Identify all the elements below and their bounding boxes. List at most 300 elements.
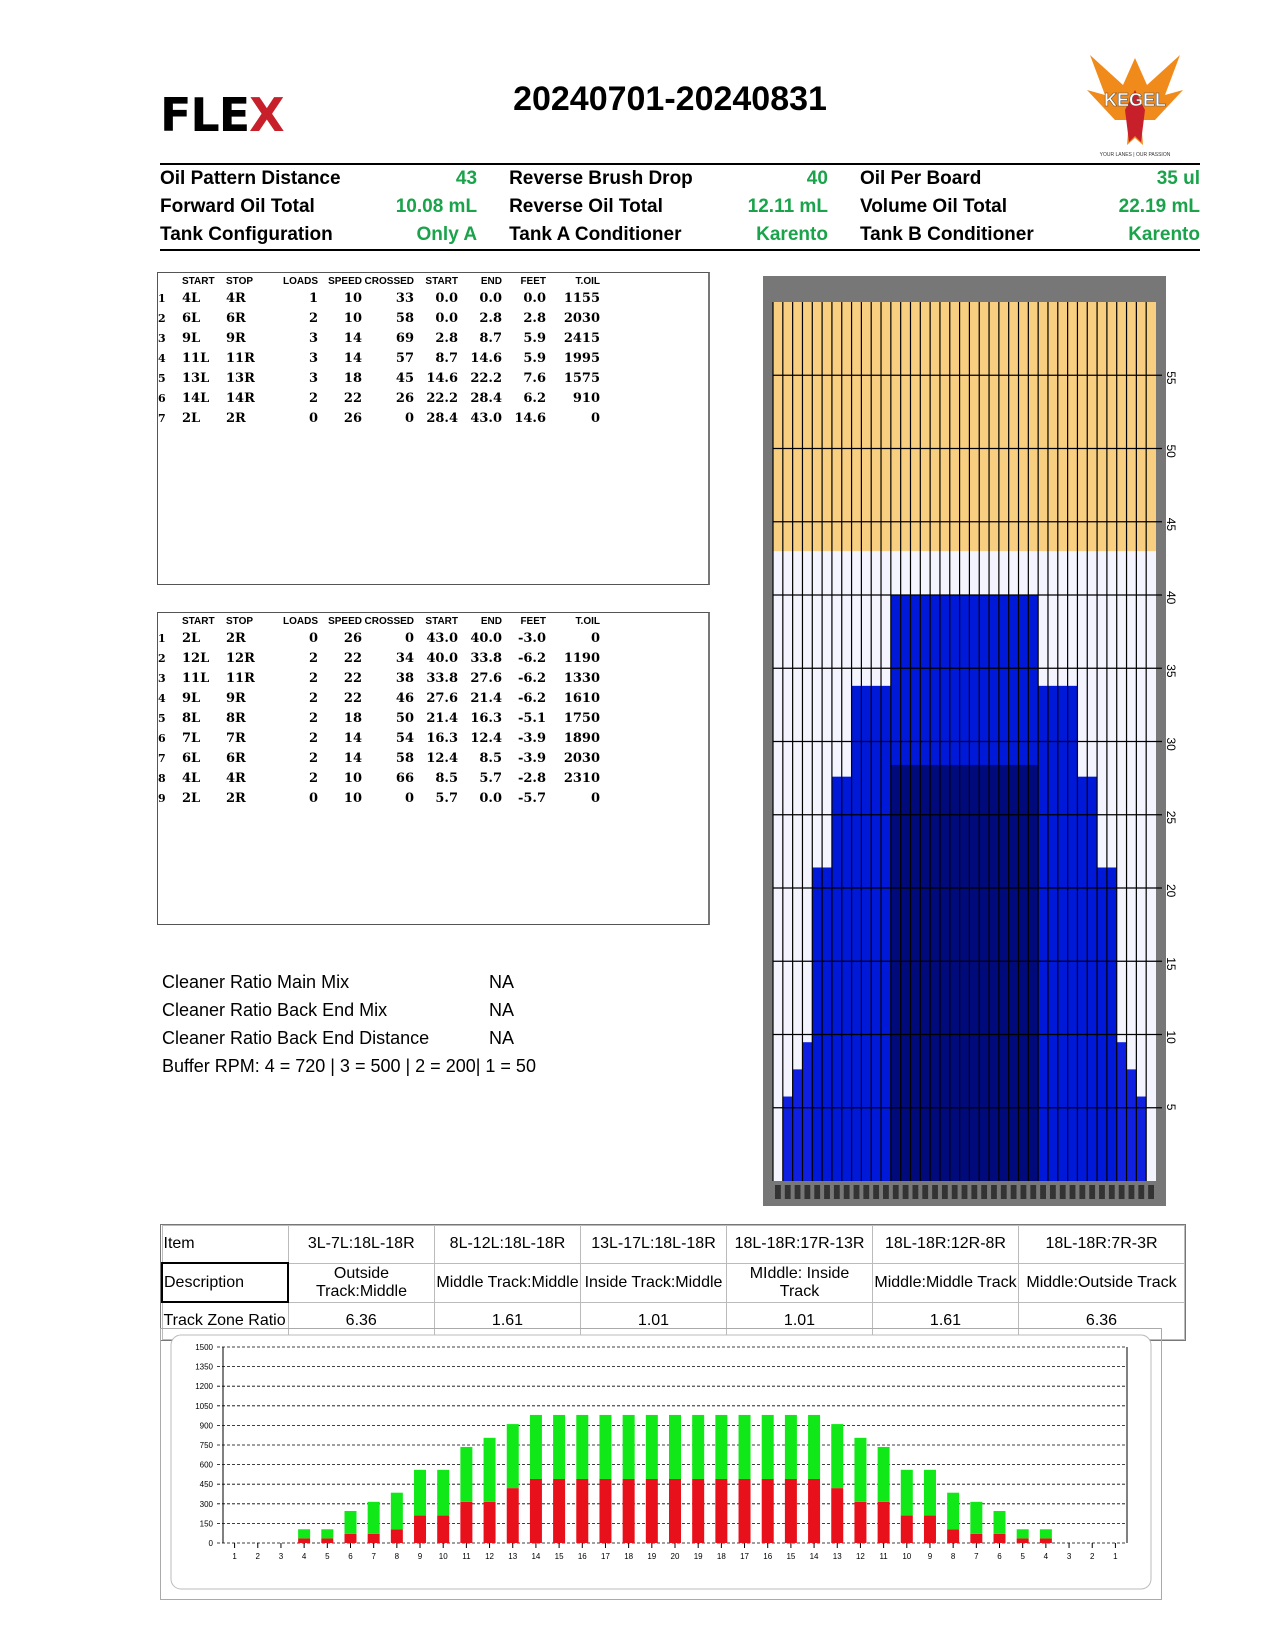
move-cell: 2 <box>308 730 318 746</box>
move-cell: 14 <box>343 730 362 746</box>
x-tick-label: 1 <box>1113 1552 1118 1561</box>
move-row <box>158 368 600 388</box>
move-cell: 46 <box>395 690 414 706</box>
move-row <box>158 728 600 748</box>
move-cell: 2 <box>308 710 318 726</box>
move-cell: -6.2 <box>517 690 546 706</box>
board-marker <box>1040 1185 1046 1199</box>
bar-segment <box>669 1479 681 1543</box>
move-cell: 2L <box>182 410 201 426</box>
bar-segment <box>831 1488 843 1543</box>
move-cell: -6.2 <box>517 650 546 666</box>
board-oil-heavy <box>940 765 950 1181</box>
y-tick-label: 1500 <box>195 1343 213 1352</box>
x-tick-label: 18 <box>624 1552 634 1561</box>
y-tick-label: 450 <box>199 1480 213 1490</box>
board-oil-heavy <box>920 765 930 1181</box>
move-cell: 40.0 <box>470 630 502 646</box>
bar-segment <box>484 1438 496 1502</box>
bar-segment <box>576 1415 588 1479</box>
board-oil-heavy <box>930 765 940 1181</box>
x-tick-label: 16 <box>577 1552 587 1561</box>
feet-tick-label: 15 <box>1164 957 1178 971</box>
svg-text:KEGEL: KEGEL <box>1103 90 1167 110</box>
column-header: END <box>480 616 502 627</box>
zone-cell: 3L-7L:18L-18R <box>288 1226 435 1264</box>
y-tick-label: 600 <box>199 1460 213 1470</box>
move-cell: 3 <box>308 330 318 346</box>
move-cell: 8 <box>158 771 166 785</box>
move-cell: 45 <box>395 370 414 386</box>
move-cell: 11R <box>226 670 255 686</box>
x-tick-label: 11 <box>879 1552 888 1561</box>
x-tick-label: 2 <box>255 1552 260 1561</box>
bar-segment <box>808 1415 820 1479</box>
kegel-logo <box>1085 50 1185 160</box>
move-row <box>158 628 600 648</box>
move-cell: -5.7 <box>517 790 546 806</box>
summary-row <box>160 221 1200 249</box>
zone-cell: 6.36 <box>1019 1302 1185 1340</box>
board-oil-core <box>871 686 881 1181</box>
board-marker <box>962 1185 968 1199</box>
note-row <box>162 1024 562 1052</box>
move-cell: 0 <box>404 410 414 426</box>
bar-segment <box>785 1479 797 1543</box>
bar-segment <box>414 1470 426 1516</box>
bar-segment <box>715 1479 727 1543</box>
board-marker <box>1119 1185 1125 1199</box>
board-marker <box>775 1185 781 1199</box>
bar-segment <box>947 1529 959 1543</box>
x-tick-label: 7 <box>371 1552 376 1561</box>
move-cell: 2.8 <box>435 330 458 346</box>
board-marker <box>824 1185 830 1199</box>
bar-segment <box>321 1529 333 1538</box>
bar-segment <box>368 1534 380 1543</box>
summary-label: Volume Oil Total <box>859 196 1008 217</box>
bar-segment <box>553 1479 565 1543</box>
move-cell: 4L <box>182 290 201 306</box>
move-cell: 5.9 <box>523 350 546 366</box>
bar-segment <box>715 1415 727 1479</box>
board-marker <box>854 1185 860 1199</box>
move-cell: 4 <box>158 691 166 705</box>
board-oil-heavy <box>960 765 970 1181</box>
move-cell: -3.9 <box>517 730 546 746</box>
board-marker <box>814 1185 820 1199</box>
bar-segment <box>1017 1538 1029 1543</box>
board-oil-bar-chart <box>160 1328 1162 1600</box>
move-cell: 0.0 <box>523 290 546 306</box>
summary-label: Forward Oil Total <box>160 196 315 217</box>
move-cell: 40.0 <box>426 650 458 666</box>
move-cell: 14.6 <box>514 410 546 426</box>
bar-segment <box>599 1479 611 1543</box>
x-tick-label: 8 <box>394 1552 400 1561</box>
board-oil-core <box>812 867 822 1181</box>
summary-value: 12.11 mL <box>747 196 828 217</box>
bar-segment <box>739 1479 751 1543</box>
zone-cell: Track Zone Ratio <box>162 1302 288 1340</box>
move-cell: 66 <box>395 770 414 786</box>
move-cell: 7R <box>226 730 246 746</box>
summary-value: Karento <box>756 224 828 245</box>
move-cell: 33.8 <box>470 650 502 666</box>
move-cell: -3.9 <box>517 750 546 766</box>
summary-value: 35 ul <box>1156 168 1200 189</box>
move-cell: 3 <box>158 671 166 685</box>
board-marker <box>1011 1185 1017 1199</box>
move-row <box>158 288 600 308</box>
board-oil-core <box>1087 777 1097 1181</box>
move-cell: 2 <box>308 750 318 766</box>
note-value: NA <box>489 1000 515 1020</box>
move-cell: 2 <box>308 690 318 706</box>
move-cell: 2 <box>308 670 318 686</box>
move-cell: 54 <box>395 730 414 746</box>
move-cell: 2 <box>158 651 166 665</box>
summary-row <box>160 165 1200 193</box>
move-cell: 2L <box>182 630 201 646</box>
note-label: Cleaner Ratio Back End Distance <box>162 1028 430 1048</box>
bar-segment <box>368 1502 380 1534</box>
zone-cell: Outside Track:Middle <box>288 1263 435 1302</box>
chart-frame <box>171 1335 1151 1589</box>
y-tick-label: 0 <box>208 1539 213 1548</box>
move-row <box>158 748 600 768</box>
move-cell: 2030 <box>563 750 600 766</box>
board-marker <box>844 1185 850 1199</box>
svg-text:YOUR LANES | OUR PASSION: YOUR LANES | OUR PASSION <box>1099 152 1171 158</box>
move-cell: 0 <box>308 630 318 646</box>
move-cell: 10 <box>343 790 362 806</box>
bar-segment <box>970 1502 982 1534</box>
move-cell: 6.2 <box>523 390 546 406</box>
column-header: START <box>425 616 458 627</box>
bar-segment <box>599 1415 611 1479</box>
move-cell: 28.4 <box>426 410 458 426</box>
move-cell: 0.0 <box>479 790 502 806</box>
board-marker <box>922 1185 928 1199</box>
move-cell: 4L <box>182 770 201 786</box>
board-marker <box>1079 1185 1085 1199</box>
y-tick-label: 900 <box>199 1421 213 1431</box>
board-oil-core <box>1097 867 1107 1181</box>
bar-segment <box>623 1479 635 1543</box>
zone-cell: MIddle: Inside Track <box>727 1263 873 1302</box>
move-cell: 2 <box>308 310 318 326</box>
move-cell: 21.4 <box>426 710 458 726</box>
move-cell: 50 <box>395 710 414 726</box>
move-cell: 0.0 <box>435 310 458 326</box>
move-cell: 12.4 <box>426 750 458 766</box>
move-cell: 2310 <box>563 770 600 786</box>
board-marker <box>1129 1185 1135 1199</box>
bar-segment <box>947 1493 959 1530</box>
move-cell: 6 <box>158 731 166 745</box>
board-oil-shade <box>793 1069 803 1181</box>
x-tick-label: 4 <box>1043 1552 1049 1561</box>
move-cell: 8.5 <box>435 770 458 786</box>
board-oil-core <box>832 777 842 1181</box>
move-cell: 13L <box>182 370 210 386</box>
board-oil-core <box>1077 777 1087 1181</box>
move-cell: 43.0 <box>426 630 458 646</box>
x-tick-label: 3 <box>278 1552 284 1561</box>
note-row <box>162 968 562 996</box>
board-marker <box>1148 1185 1154 1199</box>
zone-cell: Middle Track:Middle <box>435 1263 581 1302</box>
feet-tick-label: 40 <box>1164 591 1178 605</box>
move-cell: 8L <box>182 710 201 726</box>
move-cell: 2 <box>308 650 318 666</box>
board-marker <box>1001 1185 1007 1199</box>
x-tick-label: 12 <box>485 1552 495 1561</box>
feet-tick-label: 25 <box>1164 810 1178 825</box>
summary-label: Reverse Oil Total <box>509 196 663 217</box>
cleaner-notes <box>162 968 562 1080</box>
move-cell: 9L <box>182 690 201 706</box>
zone-cell: Middle:Outside Track <box>1019 1263 1185 1302</box>
bar-segment <box>507 1424 519 1488</box>
board-marker <box>834 1185 840 1199</box>
move-cell: 8.7 <box>479 330 502 346</box>
bar-segment <box>437 1470 449 1516</box>
moves-header <box>158 613 600 628</box>
bar-segment <box>878 1447 890 1502</box>
bar-segment <box>646 1479 658 1543</box>
column-header: T.OIL <box>575 616 600 627</box>
board-marker <box>873 1185 879 1199</box>
summary-value: 40 <box>806 168 828 189</box>
move-cell: 26 <box>343 630 362 646</box>
board-oil-core <box>822 867 832 1181</box>
move-cell: 6L <box>182 310 201 326</box>
move-cell: 14.6 <box>470 350 502 366</box>
move-cell: 9R <box>226 330 246 346</box>
move-cell: 2R <box>226 790 246 806</box>
x-tick-label: 14 <box>809 1552 819 1561</box>
x-tick-label: 7 <box>974 1552 979 1561</box>
move-row <box>158 648 600 668</box>
move-cell: 5.7 <box>435 790 458 806</box>
move-cell: 6L <box>182 750 201 766</box>
column-header: SPEED <box>328 276 362 287</box>
board-marker <box>912 1185 918 1199</box>
move-cell: 0 <box>590 790 600 806</box>
y-tick-label: 1350 <box>195 1362 213 1372</box>
move-cell: 18 <box>343 710 362 726</box>
feet-tick-label: 55 <box>1164 371 1178 385</box>
move-cell: 0 <box>404 630 414 646</box>
bar-segment <box>414 1516 426 1543</box>
x-tick-label: 9 <box>927 1552 933 1561</box>
move-cell: 6 <box>158 391 166 405</box>
move-row <box>158 708 600 728</box>
move-cell: 14R <box>226 390 255 406</box>
board-oil-heavy <box>1009 765 1019 1181</box>
bar-segment <box>391 1493 403 1530</box>
move-cell: 1750 <box>563 710 600 726</box>
board-marker <box>883 1185 889 1199</box>
bar-segment <box>669 1415 681 1479</box>
bar-segment <box>460 1502 472 1543</box>
bar-segment <box>854 1502 866 1543</box>
zone-cell: 1.61 <box>435 1302 581 1340</box>
move-cell: 7L <box>182 730 201 746</box>
board-oil-heavy <box>901 765 911 1181</box>
move-cell: 0 <box>590 410 600 426</box>
move-cell: 33 <box>395 290 414 306</box>
summary-label: Tank Configuration <box>160 224 333 245</box>
move-cell: 38 <box>395 670 414 686</box>
move-cell: 10 <box>343 770 362 786</box>
move-cell: -3.0 <box>517 630 546 646</box>
column-header: END <box>480 276 502 287</box>
x-tick-label: 4 <box>301 1552 307 1561</box>
move-row <box>158 768 600 788</box>
reverse-moves-panel <box>157 612 710 925</box>
bar-segment <box>692 1479 704 1543</box>
feet-tick-label: 20 <box>1164 884 1178 898</box>
y-tick-label: 300 <box>199 1499 213 1509</box>
x-tick-label: 19 <box>693 1552 703 1561</box>
summary-label: Reverse Brush Drop <box>509 168 693 189</box>
board-oil-core <box>881 686 891 1181</box>
move-cell: 9L <box>182 330 201 346</box>
bar-segment <box>878 1502 890 1543</box>
board-oil-heavy <box>950 765 960 1181</box>
move-cell: 9 <box>158 791 166 805</box>
x-tick-label: 6 <box>997 1552 1002 1561</box>
x-tick-label: 15 <box>554 1552 564 1561</box>
move-cell: 1610 <box>563 690 600 706</box>
x-tick-label: 9 <box>417 1552 423 1561</box>
board-oil-heavy <box>910 765 920 1181</box>
zone-cell: Middle:Middle Track <box>873 1263 1019 1302</box>
move-cell: 22.2 <box>470 370 502 386</box>
board-marker <box>795 1185 801 1199</box>
note-label: Cleaner Ratio Back End Mix <box>162 1000 388 1020</box>
board-oil-core <box>1038 686 1048 1181</box>
summary-label: Oil Per Board <box>859 168 982 189</box>
move-cell: 69 <box>395 330 414 346</box>
move-cell: 12R <box>226 650 255 666</box>
move-row <box>158 308 600 328</box>
x-tick-label: 12 <box>855 1552 865 1561</box>
board-marker <box>942 1185 948 1199</box>
bar-segment <box>970 1534 982 1543</box>
feet-tick-label: 50 <box>1164 444 1178 458</box>
move-cell: 2415 <box>563 330 600 346</box>
bar-segment <box>460 1447 472 1502</box>
zone-cell: 1.61 <box>873 1302 1019 1340</box>
lane-oil-graph <box>763 276 1178 1206</box>
pattern-summary <box>160 163 1200 251</box>
board-marker <box>1060 1185 1066 1199</box>
x-tick-label: 8 <box>950 1552 956 1561</box>
y-tick-label: 1050 <box>195 1401 213 1411</box>
summary-value: 22.19 mL <box>1118 196 1200 217</box>
board-oil-heavy <box>891 765 901 1181</box>
move-cell: 16.3 <box>470 710 502 726</box>
bar-segment <box>1017 1529 1029 1538</box>
column-header: START <box>182 616 215 627</box>
move-cell: 34 <box>395 650 414 666</box>
zone-cell: Description <box>162 1263 288 1302</box>
move-row <box>158 328 600 348</box>
move-cell: 13R <box>226 370 255 386</box>
move-cell: 910 <box>572 390 600 406</box>
bar-segment <box>391 1529 403 1543</box>
summary-label: Oil Pattern Distance <box>160 168 341 189</box>
move-cell: 12.4 <box>470 730 502 746</box>
column-header: FEET <box>520 276 546 287</box>
bar-segment <box>831 1424 843 1488</box>
move-cell: 21.4 <box>470 690 502 706</box>
y-tick-label: 1200 <box>195 1382 213 1392</box>
summary-value: Only A <box>416 224 478 245</box>
move-cell: 10 <box>343 310 362 326</box>
summary-value: 43 <box>455 168 478 189</box>
bar-segment <box>553 1415 565 1479</box>
zone-row-header <box>162 1226 1185 1264</box>
flex-logo: FLEX <box>160 88 284 142</box>
move-cell: 58 <box>395 310 414 326</box>
note-value: NA <box>489 1028 515 1048</box>
x-tick-label: 10 <box>438 1552 448 1561</box>
bar-segment <box>808 1479 820 1543</box>
x-tick-label: 17 <box>601 1552 610 1561</box>
board-oil-shade <box>1127 1069 1137 1181</box>
move-cell: 11L <box>182 670 210 686</box>
zone-row-description <box>162 1263 1185 1302</box>
move-cell: 22 <box>343 390 362 406</box>
move-cell: 2 <box>158 311 166 325</box>
x-tick-label: 1 <box>232 1552 237 1561</box>
move-cell: 11R <box>226 350 255 366</box>
board-oil-heavy <box>1028 765 1038 1181</box>
board-marker <box>991 1185 997 1199</box>
move-cell: 0.0 <box>479 290 502 306</box>
move-cell: 0.0 <box>435 290 458 306</box>
board-marker <box>1070 1185 1076 1199</box>
move-cell: 2030 <box>563 310 600 326</box>
board-marker <box>785 1185 791 1199</box>
move-cell: 3 <box>308 350 318 366</box>
board-oil-shade <box>783 1097 793 1181</box>
summary-value: Karento <box>1128 224 1200 245</box>
move-cell: 7 <box>158 751 166 765</box>
bar-segment <box>994 1511 1006 1534</box>
bar-segment <box>1040 1538 1052 1543</box>
move-cell: 26 <box>343 410 362 426</box>
board-oil-core <box>1048 686 1058 1181</box>
x-tick-label: 19 <box>647 1552 657 1561</box>
board-marker <box>1030 1185 1036 1199</box>
board-marker <box>1050 1185 1056 1199</box>
board-marker <box>903 1185 909 1199</box>
move-cell: -5.1 <box>517 710 546 726</box>
note-row <box>162 996 562 1024</box>
move-cell: 0 <box>404 790 414 806</box>
bar-segment <box>762 1415 774 1479</box>
x-tick-label: 3 <box>1066 1552 1072 1561</box>
bar-segment <box>576 1479 588 1543</box>
x-tick-label: 18 <box>716 1552 726 1561</box>
move-cell: 4R <box>226 770 246 786</box>
